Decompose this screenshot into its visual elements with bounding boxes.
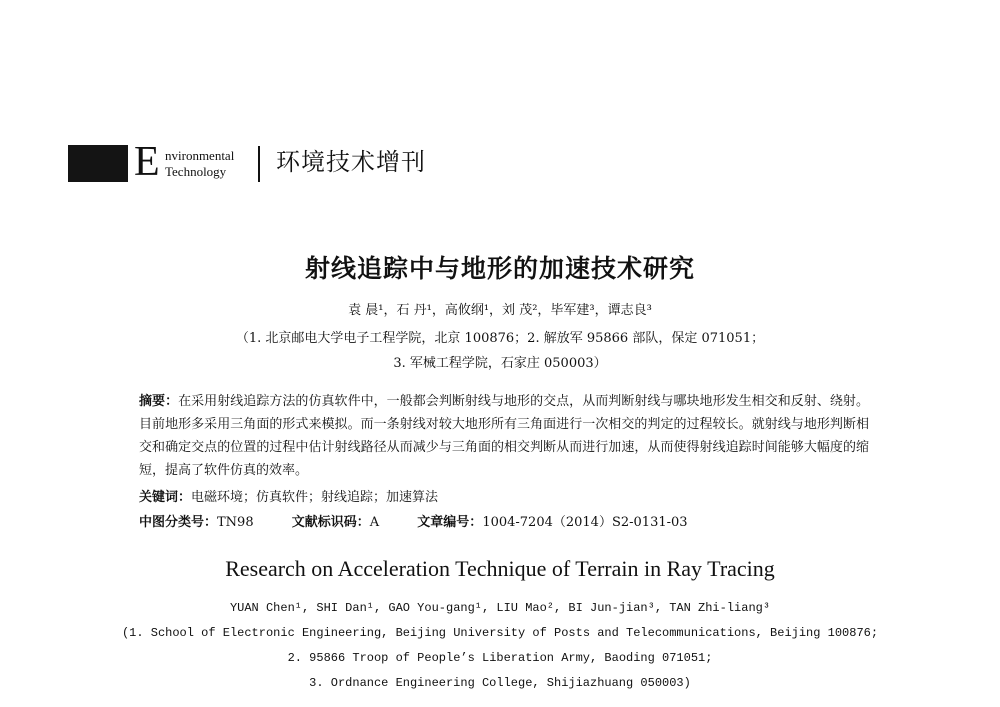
article-no-value: 1004-7204（2014）S2-0131-03 xyxy=(482,515,688,530)
classification-line xyxy=(139,514,688,532)
authors-en: YUAN Chen¹, SHI Dan¹, GAO You-gang¹, LIU Mao², BI Jun-jian³, TAN Zhi-liang³ xyxy=(229,601,771,615)
affiliations-en-line2: 2. 95866 Troop of People’s Liberation Army, Baoding 071051; xyxy=(287,651,713,665)
affiliations-cn-line1: （1. 北京邮电大学电子工程学院，北京 100876；2. 解放军 95866 部队，保定 071051； xyxy=(235,331,765,346)
paper-title-cn: 射线追踪中与地形的加速技术研究 xyxy=(304,254,695,283)
journal-header-divider xyxy=(258,146,260,182)
journal-logo-block xyxy=(68,145,128,182)
affiliations-en-line3: 3. Ordnance Engineering College, Shijiazhuang 050003) xyxy=(309,676,691,690)
clc-value: TN98 xyxy=(217,515,254,530)
keywords-label: 关键词： xyxy=(139,490,192,505)
journal-name-cn: 环境技术增刊 xyxy=(276,148,426,176)
doc-code-value: A xyxy=(369,515,380,530)
abstract-label: 摘要： xyxy=(139,394,179,409)
clc-item xyxy=(139,514,254,532)
abstract-text: 在采用射线追踪方法的仿真软件中，一般都会判断射线与地形的交点，从而判断射线与哪块地形发生相交和反射、绕射。目前地形多采用三角面的形式来模拟。而一条射线对较大地形所有三角面进行一次相交的判定的过程较长。就射线与地形判断相交和确定交点的位置的过程中估计射线路径从而减少与三角面的相交判断从而进行加速，从而使得射线追踪时间能够大幅度的缩短，提高了软件仿真的效率。 xyxy=(139,394,869,478)
keywords-cn xyxy=(139,489,438,507)
affiliations-cn-line2: 3. 军械工程学院，石家庄 050003） xyxy=(393,356,607,371)
clc-label: 中图分类号： xyxy=(139,515,218,530)
journal-name-en-line2: Technology xyxy=(165,164,227,179)
paper-title-en: Research on Acceleration Technique of Terrain in Ray Tracing xyxy=(225,556,775,581)
keywords-text: 电磁环境；仿真软件；射线追踪；加速算法 xyxy=(191,490,439,505)
abstract-cn xyxy=(139,390,869,482)
doc-code-label: 文献标识码： xyxy=(291,515,370,530)
journal-name-en-line1: nvironmental xyxy=(165,148,235,163)
article-no-item xyxy=(417,514,687,532)
doc-code-item xyxy=(292,514,379,532)
article-no-label: 文章编号： xyxy=(417,515,483,530)
authors-cn: 袁 晨¹，石 丹¹，高攸纲¹，刘 茂²，毕军建³，谭志良³ xyxy=(348,303,652,318)
journal-logo-letter: E xyxy=(134,139,160,185)
affiliations-en-line1: (1. School of Electronic Engineering, Beijing University of Posts and Telecommunications, Beijing 100876; xyxy=(121,626,879,640)
